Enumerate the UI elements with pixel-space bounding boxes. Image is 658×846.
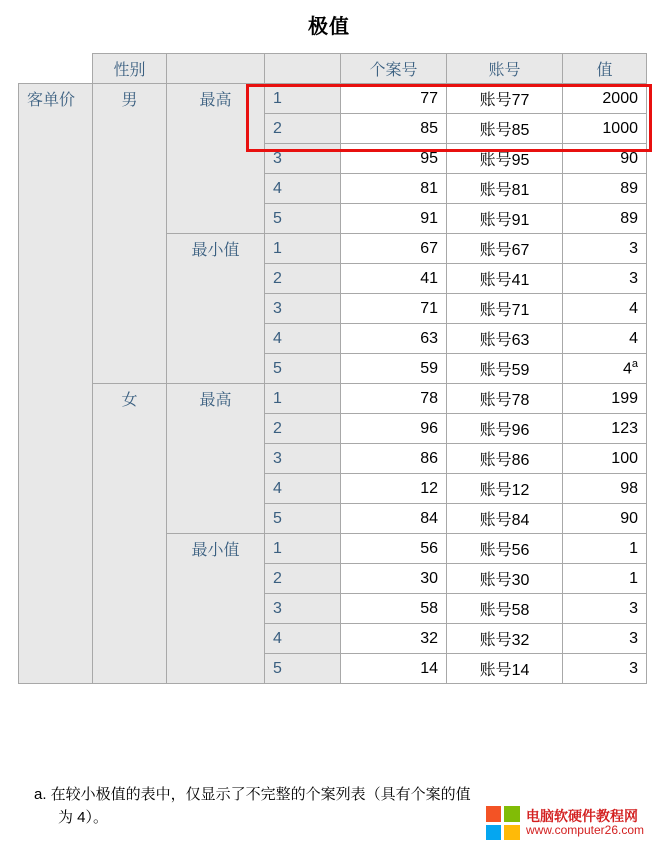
- header-variable: [19, 54, 93, 84]
- kind-label-female-max: 最高: [167, 384, 265, 534]
- rank-cell: 4: [265, 474, 341, 504]
- rank-cell: 1: [265, 384, 341, 414]
- case-no-cell: 59: [341, 354, 447, 384]
- rank-cell: 3: [265, 594, 341, 624]
- value-cell: 100: [563, 444, 647, 474]
- value-cell: 4: [563, 294, 647, 324]
- table-row: [19, 384, 647, 414]
- account-cell: 账号41: [447, 264, 563, 294]
- rank-cell: 3: [265, 294, 341, 324]
- value-cell: [563, 354, 647, 384]
- sex-label-female: 女: [93, 384, 167, 684]
- case-no-cell: 77: [341, 84, 447, 114]
- value-cell: 3: [563, 264, 647, 294]
- header-case-no: 个案号: [341, 54, 447, 84]
- header-kind: [167, 54, 265, 84]
- rank-cell: 3: [265, 144, 341, 174]
- value-cell: 199: [563, 384, 647, 414]
- watermark: [486, 806, 644, 840]
- variable-label: 客单价: [19, 84, 93, 684]
- extremes-table: [18, 53, 647, 684]
- rank-cell: 5: [265, 204, 341, 234]
- account-cell: 账号71: [447, 294, 563, 324]
- case-no-cell: 91: [341, 204, 447, 234]
- kind-label-male-min: 最小值: [167, 234, 265, 384]
- rank-cell: 2: [265, 114, 341, 144]
- footnote-marker: a: [631, 358, 638, 371]
- table-header: [19, 54, 647, 84]
- rank-cell: 3: [265, 444, 341, 474]
- watermark-title: 电脑软硬件教程网: [525, 808, 638, 825]
- account-cell: 账号78: [447, 384, 563, 414]
- value-cell: 90: [563, 504, 647, 534]
- rank-cell: 4: [265, 324, 341, 354]
- account-cell: 账号85: [447, 114, 563, 144]
- account-cell: 账号84: [447, 504, 563, 534]
- table-body: [19, 84, 647, 684]
- rank-cell: 2: [265, 264, 341, 294]
- header-rank: [265, 54, 341, 84]
- value-cell: 2000: [563, 84, 647, 114]
- value-cell: 89: [563, 174, 647, 204]
- watermark-text: [526, 808, 644, 838]
- rank-cell: 1: [265, 234, 341, 264]
- sex-label-male: 男: [93, 84, 167, 384]
- header-value: 值: [563, 54, 647, 84]
- windows-logo-icon: [486, 806, 520, 840]
- account-cell: 账号58: [447, 594, 563, 624]
- account-cell: 账号91: [447, 204, 563, 234]
- case-no-cell: 58: [341, 594, 447, 624]
- case-no-cell: 41: [341, 264, 447, 294]
- case-no-cell: 95: [341, 144, 447, 174]
- case-no-cell: 67: [341, 234, 447, 264]
- value-cell: 98: [563, 474, 647, 504]
- case-no-cell: 30: [341, 564, 447, 594]
- account-cell: 账号67: [447, 234, 563, 264]
- footnote-line-2: 为 4）。: [58, 808, 109, 826]
- account-cell: 账号81: [447, 174, 563, 204]
- value-cell: 1000: [563, 114, 647, 144]
- value-cell: 3: [563, 624, 647, 654]
- rank-cell: 5: [265, 354, 341, 384]
- kind-label-male-max: 最高: [167, 84, 265, 234]
- value-cell: 123: [563, 414, 647, 444]
- case-no-cell: 32: [341, 624, 447, 654]
- value-cell: 90: [563, 144, 647, 174]
- account-cell: 账号95: [447, 144, 563, 174]
- rank-cell: 1: [265, 534, 341, 564]
- case-no-cell: 78: [341, 384, 447, 414]
- case-no-cell: 81: [341, 174, 447, 204]
- table-header-row: [19, 54, 647, 84]
- page-title: 极值: [308, 16, 350, 38]
- account-cell: 账号14: [447, 654, 563, 684]
- account-cell: 账号77: [447, 84, 563, 114]
- case-no-cell: 85: [341, 114, 447, 144]
- rank-cell: 5: [265, 654, 341, 684]
- rank-cell: 4: [265, 624, 341, 654]
- account-cell: 账号63: [447, 324, 563, 354]
- kind-label-female-min: 最小值: [167, 534, 265, 684]
- watermark-url: www.computer26.com: [525, 823, 644, 838]
- rank-cell: 2: [265, 564, 341, 594]
- value-cell: 89: [563, 204, 647, 234]
- case-no-cell: 71: [341, 294, 447, 324]
- value-cell: 4: [563, 324, 647, 354]
- case-no-cell: 96: [341, 414, 447, 444]
- account-cell: 账号59: [447, 354, 563, 384]
- account-cell: 账号30: [447, 564, 563, 594]
- case-no-cell: 63: [341, 324, 447, 354]
- account-cell: 账号96: [447, 414, 563, 444]
- header-sex: 性别: [93, 54, 167, 84]
- header-account: 账号: [447, 54, 563, 84]
- rank-cell: 2: [265, 414, 341, 444]
- account-cell: 账号56: [447, 534, 563, 564]
- value-cell: 1: [563, 534, 647, 564]
- account-cell: 账号12: [447, 474, 563, 504]
- rank-cell: 4: [265, 174, 341, 204]
- case-no-cell: 56: [341, 534, 447, 564]
- rank-cell: 1: [265, 84, 341, 114]
- case-no-cell: 12: [341, 474, 447, 504]
- value-cell: 1: [563, 564, 647, 594]
- account-cell: 账号32: [447, 624, 563, 654]
- case-no-cell: 84: [341, 504, 447, 534]
- case-no-cell: 14: [341, 654, 447, 684]
- account-cell: 账号86: [447, 444, 563, 474]
- value-cell: 3: [563, 594, 647, 624]
- rank-cell: 5: [265, 504, 341, 534]
- value-cell: 3: [563, 654, 647, 684]
- table-row: [19, 84, 647, 114]
- case-no-cell: 86: [341, 444, 447, 474]
- value-cell: 3: [563, 234, 647, 264]
- footnote-line-1: a. 在较小极值的表中，仅显示了不完整的个案列表（具有个案的值: [34, 786, 471, 803]
- value-text: 4: [622, 360, 632, 378]
